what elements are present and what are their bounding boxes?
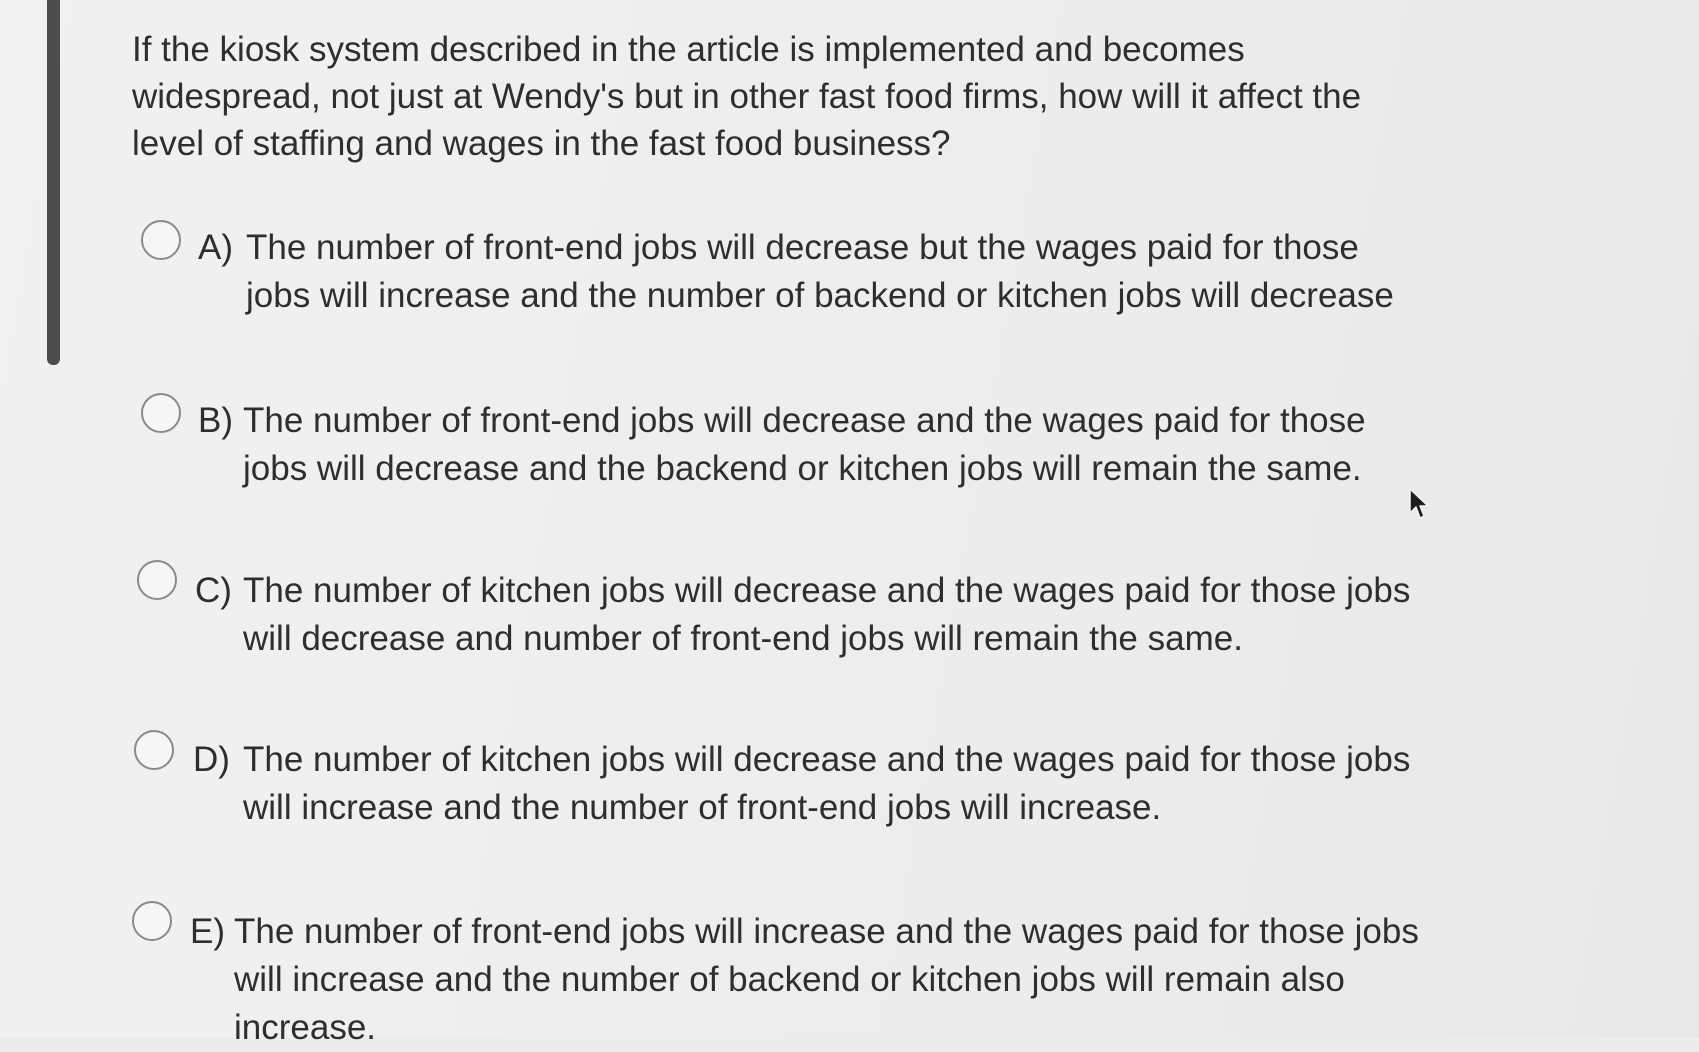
option-text: The number of kitchen jobs will decrease and the wages paid for those jobs will increase and the number of front-end jobs will increase.	[243, 740, 1411, 827]
option-letter: E)	[190, 912, 225, 951]
radio-unselected-icon[interactable]	[141, 220, 181, 260]
question-text: If the kiosk system described in the article is implemented and becomes widespread, not just at Wendy's but in other fast food firms, how will it affect the level of staffing and wages in the fast food business?	[132, 30, 1362, 163]
radio-unselected-icon[interactable]	[132, 901, 172, 941]
option-letter: A)	[198, 228, 233, 267]
mouse-pointer-icon	[1408, 488, 1430, 522]
option-letter: D)	[193, 740, 230, 779]
option-text: The number of kitchen jobs will decrease and the wages paid for those jobs will decrease and number of front-end jobs will remain the same.	[243, 571, 1411, 658]
radio-unselected-icon[interactable]	[137, 560, 177, 600]
option-text: The number of front-end jobs will decrease but the wages paid for those jobs will increase and the number of backend or kitchen jobs will decrease	[246, 228, 1394, 315]
option-text: The number of front-end jobs will decrease and the wages paid for those jobs will decrease and the backend or kitchen jobs will remain the same.	[243, 401, 1366, 488]
option-letter: B)	[198, 401, 233, 440]
scrollbar-thumb[interactable]	[47, 0, 60, 365]
radio-unselected-icon[interactable]	[141, 393, 181, 433]
radio-unselected-icon[interactable]	[134, 730, 174, 770]
option-text: The number of front-end jobs will increase and the wages paid for those jobs will increase and the number of backend or kitchen jobs will remain also increase.	[234, 912, 1419, 1047]
option-letter: C)	[195, 571, 232, 610]
